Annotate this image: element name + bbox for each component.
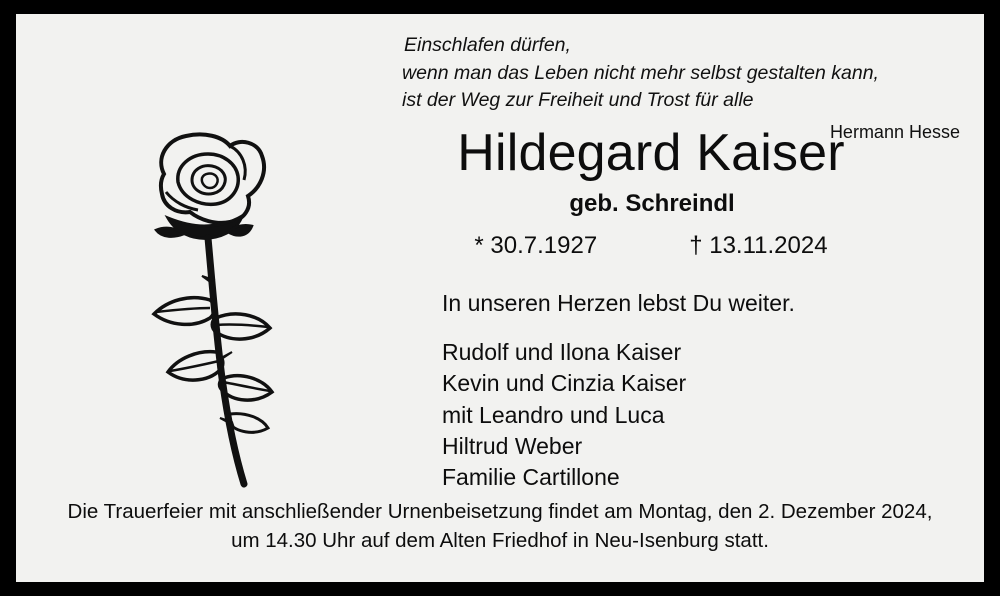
quote-line-1: Einschlafen dürfen, <box>404 34 571 56</box>
obituary-main-text <box>366 126 966 493</box>
life-dates <box>366 232 966 260</box>
list-item: mit Leandro und Luca <box>442 401 665 428</box>
maiden-name: geb. Schreindl <box>569 190 735 218</box>
list-item: Familie Cartillone <box>442 464 620 491</box>
rose-illustration <box>112 122 302 492</box>
quote-line-2: wenn man das Leben nicht mehr selbst gestalten kann, <box>402 61 879 84</box>
quote-author: Hermann Hesse <box>829 122 960 143</box>
list-item: Hiltrud Weber <box>442 432 583 459</box>
list-item: Rudolf und Ilona Kaiser <box>442 339 682 366</box>
ceremony-line-2: um 14.30 Uhr auf dem Alten Friedhof in Neu-Isenburg statt. <box>231 529 769 553</box>
mourners-list <box>366 337 966 493</box>
memorial-message: In unseren Herzen lebst Du weiter. <box>442 290 795 317</box>
ceremony-line-1: Die Trauerfeier mit anschließender Urnenbeisetzung findet am Montag, den 2. Dezember 2024, <box>67 499 933 523</box>
birth-date: * 30.7.1927 <box>474 232 598 260</box>
list-item: Kevin und Cinzia Kaiser <box>442 370 687 397</box>
death-date: † 13.11.2024 <box>689 232 828 260</box>
ceremony-details <box>16 497 984 556</box>
obituary-card <box>16 14 984 582</box>
quote-line-3: ist der Weg zur Freiheit und Trost für alle <box>402 89 754 112</box>
page-title: Hildegard Kaiser <box>457 124 845 182</box>
